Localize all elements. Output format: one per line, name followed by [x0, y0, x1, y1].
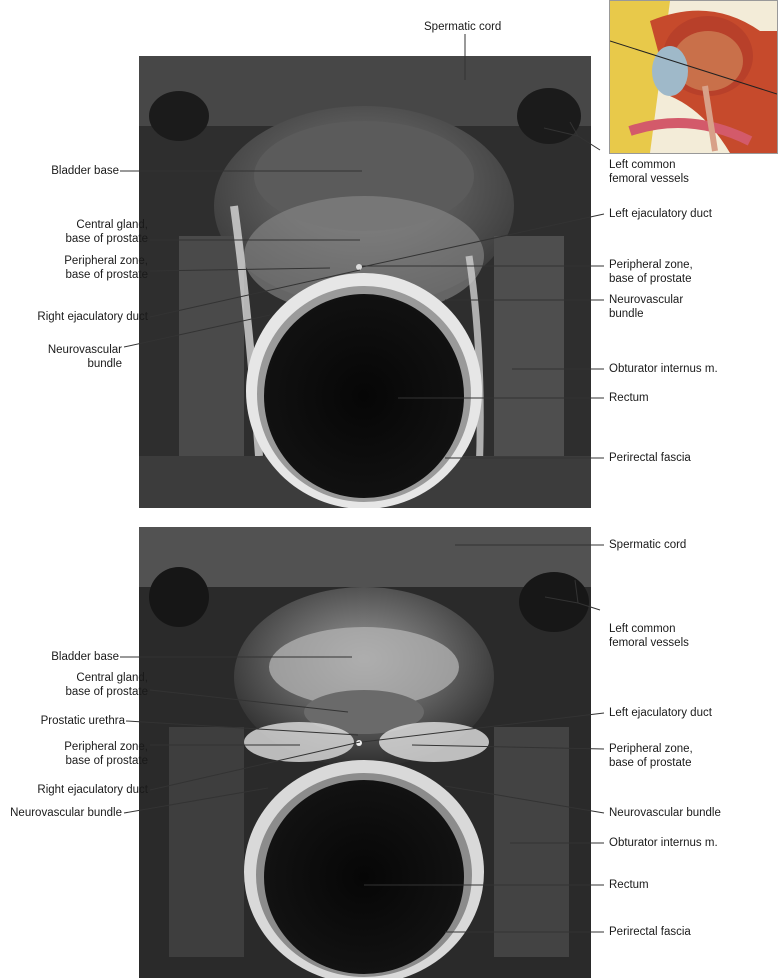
- label-peripheral-zone-right-bottom: Peripheral zone, base of prostate: [64, 741, 148, 767]
- label-rectum-bottom: Rectum: [609, 879, 649, 891]
- label-spermatic-cord-bottom: Spermatic cord: [609, 539, 687, 551]
- label-obturator-internus-top: Obturator internus m.: [609, 363, 718, 375]
- label-central-gland-bottom: Central gland, base of prostate: [65, 672, 148, 698]
- label-neurovascular-bundle-right-bottom: Neurovascular bundle: [10, 807, 122, 819]
- label-peripheral-zone-right-top: Peripheral zone, base of prostate: [64, 255, 148, 281]
- anatomy-inset-illustration: [609, 0, 778, 154]
- label-obturator-internus-bottom: Obturator internus m.: [609, 837, 718, 849]
- label-spermatic-cord-top: Spermatic cord: [424, 21, 502, 33]
- label-peripheral-zone-left-top: Peripheral zone, base of prostate: [609, 259, 693, 285]
- label-right-ejaculatory-duct-top: Right ejaculatory duct: [37, 311, 148, 323]
- label-perirectal-fascia-bottom: Perirectal fascia: [609, 926, 691, 938]
- label-bladder-base-bottom: Bladder base: [51, 651, 119, 663]
- label-perirectal-fascia-top: Perirectal fascia: [609, 452, 691, 464]
- mri-panel-bottom: [139, 527, 591, 978]
- label-left-ejaculatory-duct-top: Left ejaculatory duct: [609, 208, 712, 220]
- label-neurovascular-bundle-left-top: Neurovascular bundle: [609, 294, 684, 320]
- label-rectum-top: Rectum: [609, 392, 649, 404]
- label-neurovascular-bundle-left-bottom: Neurovascular bundle: [609, 807, 721, 819]
- label-central-gland-top: Central gland, base of prostate: [65, 219, 148, 245]
- label-left-common-femoral-vessels-top: Left common femoral vessels: [609, 159, 689, 185]
- label-prostatic-urethra-bottom: Prostatic urethra: [40, 715, 125, 727]
- label-bladder-base-top: Bladder base: [51, 165, 119, 177]
- label-neurovascular-bundle-right-top: Neurovascular bundle: [47, 344, 122, 370]
- label-left-ejaculatory-duct-bottom: Left ejaculatory duct: [609, 707, 712, 719]
- label-left-common-femoral-vessels-bottom: Left common femoral vessels: [609, 623, 689, 649]
- label-right-ejaculatory-duct-bottom: Right ejaculatory duct: [37, 784, 148, 796]
- mri-panel-top: [139, 56, 591, 508]
- label-peripheral-zone-left-bottom: Peripheral zone, base of prostate: [609, 743, 693, 769]
- mri-image-top: [139, 56, 591, 508]
- mri-image-bottom: [139, 527, 591, 978]
